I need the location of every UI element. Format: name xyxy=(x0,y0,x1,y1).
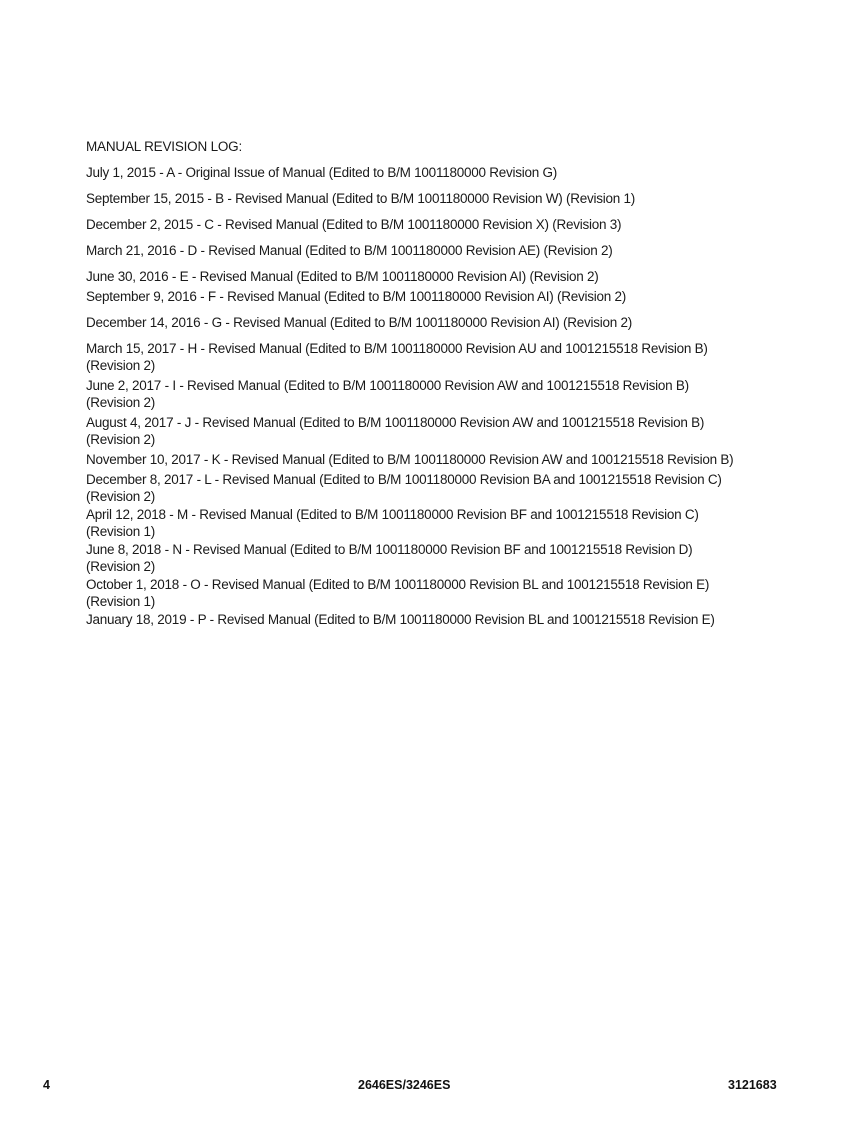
manual-revision-log xyxy=(86,138,736,629)
model-number: 2646ES/3246ES xyxy=(358,1078,451,1092)
revision-entry: August 4, 2017 - J - Revised Manual (Edited to B/M 1001180000 Revision AW and 1001215518 Revision B) (Revision 2) xyxy=(86,415,705,447)
revision-entry: October 1, 2018 - O - Revised Manual (Edited to B/M 1001180000 Revision BL and 1001215518 Revision E) (Revision 1) xyxy=(86,577,710,609)
revision-entry: January 18, 2019 - P - Revised Manual (Edited to B/M 1001180000 Revision BL and 1001215518 Revision E) xyxy=(86,612,715,627)
revision-log-title: MANUAL REVISION LOG: xyxy=(86,139,243,154)
revision-entry: April 12, 2018 - M - Revised Manual (Edited to B/M 1001180000 Revision BF and 1001215518 Revision C) (Revision 1) xyxy=(86,507,699,539)
revision-entry: March 15, 2017 - H - Revised Manual (Edited to B/M 1001180000 Revision AU and 1001215518 Revision B) (Revision 2) xyxy=(86,341,708,373)
revision-entry: June 30, 2016 - E - Revised Manual (Edited to B/M 1001180000 Revision AI) (Revision 2) xyxy=(86,269,599,284)
page-number: 4 xyxy=(43,1078,50,1092)
revision-entry: June 8, 2018 - N - Revised Manual (Edited to B/M 1001180000 Revision BF and 1001215518 Revision D) (Revision 2) xyxy=(86,542,693,574)
revision-entry: September 15, 2015 - B - Revised Manual (Edited to B/M 1001180000 Revision W) (Revision 1) xyxy=(86,191,636,206)
page-footer xyxy=(0,1078,866,1098)
document-number: 3121683 xyxy=(728,1078,777,1092)
revision-entry: December 14, 2016 - G - Revised Manual (Edited to B/M 1001180000 Revision AI) (Revision 2) xyxy=(86,315,633,330)
revision-entry: July 1, 2015 - A - Original Issue of Manual (Edited to B/M 1001180000 Revision G) xyxy=(86,165,558,180)
revision-entry: September 9, 2016 - F - Revised Manual (Edited to B/M 1001180000 Revision AI) (Revision 2) xyxy=(86,289,627,304)
revision-entry: March 21, 2016 - D - Revised Manual (Edited to B/M 1001180000 Revision AE) (Revision 2) xyxy=(86,243,613,258)
revision-entry: June 2, 2017 - I - Revised Manual (Edited to B/M 1001180000 Revision AW and 1001215518 Revision B) (Revision 2) xyxy=(86,378,689,410)
revision-entry: December 8, 2017 - L - Revised Manual (Edited to B/M 1001180000 Revision BA and 1001215518 Revision C) (Revision 2) xyxy=(86,472,722,504)
revision-entry: November 10, 2017 - K - Revised Manual (Edited to B/M 1001180000 Revision AW and 1001215518 Revision B) xyxy=(86,452,734,467)
revision-entry: December 2, 2015 - C - Revised Manual (Edited to B/M 1001180000 Revision X) (Revision 3) xyxy=(86,217,622,232)
